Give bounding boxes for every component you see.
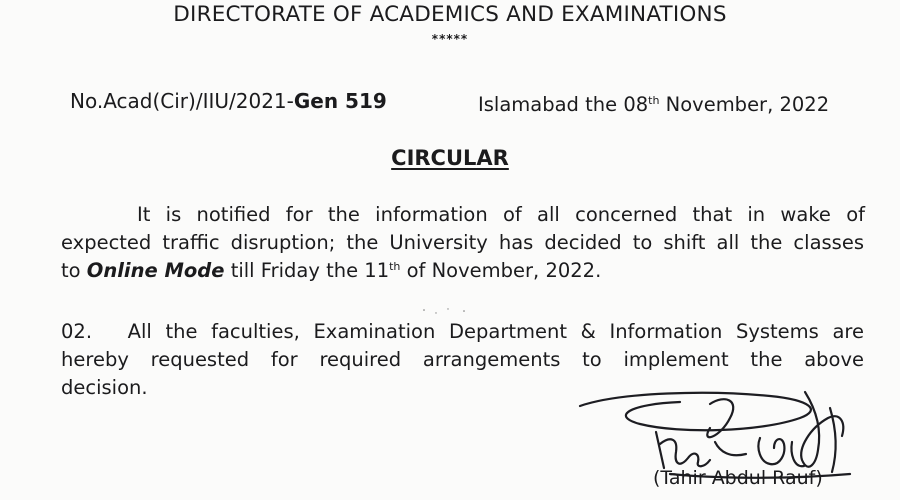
paragraph1-line3-pre: to (61, 259, 87, 282)
place-date-suffix: November, 2022 (659, 93, 830, 116)
reference-number (70, 89, 387, 113)
paragraph1-line2: expected traffic disruption; the University has decided to shift all the classes (61, 231, 864, 254)
heading-asterisks: ***** (431, 32, 469, 46)
paragraph2-number: 02. (61, 320, 93, 343)
circular-title: CIRCULAR (391, 146, 509, 170)
place-date-prefix: Islamabad the 08 (478, 93, 649, 116)
reference-prefix: No.Acad(Cir)/IIU/2021- (70, 89, 294, 113)
paragraph1-line1: It is notified for the information of all concerned that in wake of (137, 203, 865, 226)
reference-gen-number: Gen 519 (293, 89, 387, 113)
online-mode-emphasis: Online Mode (86, 259, 225, 282)
paragraph2-line2: hereby requested for required arrangements to implement the above (61, 348, 864, 371)
place-date (478, 93, 829, 116)
paragraph2-line1-text: All the faculties, Examination Department & Information Systems are (127, 320, 865, 343)
directorate-heading: DIRECTORATE OF ACADEMICS AND EXAMINATIONS (173, 2, 727, 27)
date-ordinal: th (389, 260, 401, 273)
paragraph1-line3 (61, 259, 601, 282)
place-date-ordinal: th (648, 94, 660, 107)
signatory-name: (Tahir Abdul Rauf) (653, 467, 823, 489)
paragraph1-line3-mid: till Friday the 11 (224, 259, 390, 282)
paragraph2-line1 (61, 320, 864, 343)
scan-speckles (420, 302, 480, 321)
paragraph2-line3: decision. (61, 376, 148, 399)
paragraph1-line3-post: of November, 2022. (400, 259, 602, 282)
